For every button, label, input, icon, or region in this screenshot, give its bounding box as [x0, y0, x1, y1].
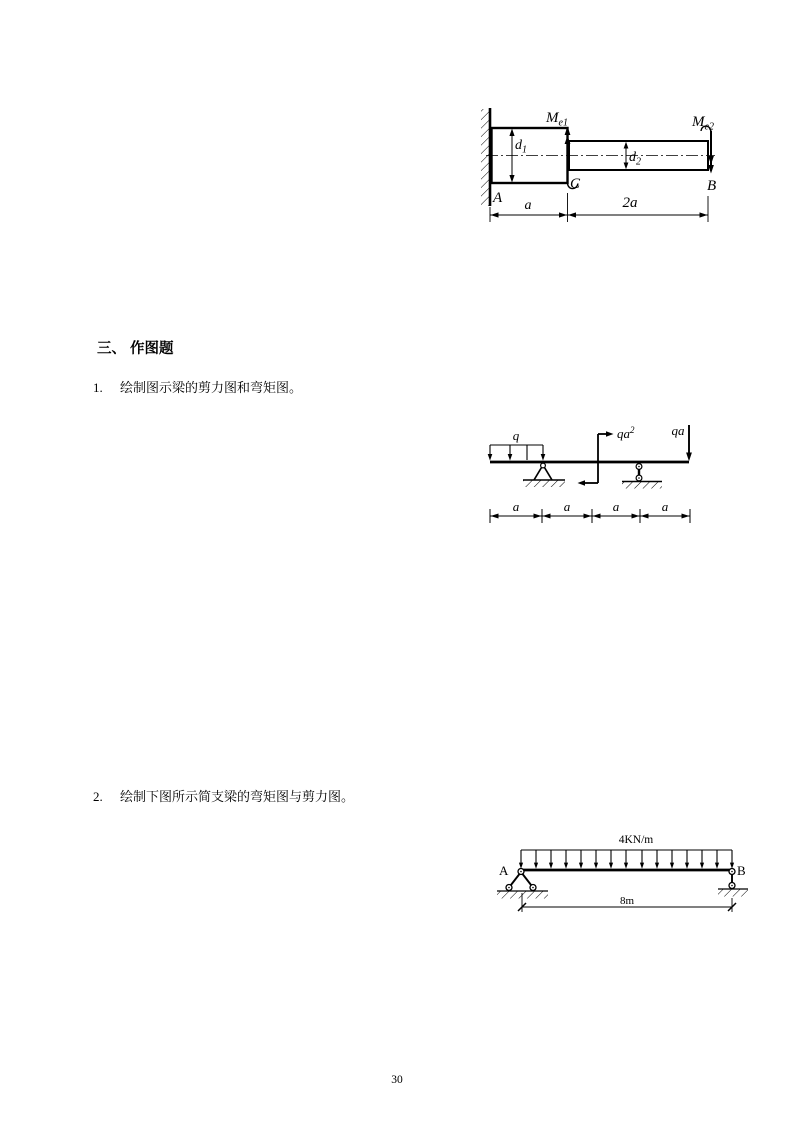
label-dim-a: a — [524, 198, 532, 213]
roller-support — [622, 464, 662, 489]
problem-1 — [93, 377, 302, 396]
beam2-diagram — [490, 825, 760, 920]
label-beam1-dim-3: a — [612, 499, 620, 514]
label-beam1-dim-4: a — [661, 499, 669, 514]
end-force-qa — [686, 425, 692, 461]
problem-1-text: 绘制图示梁的剪力图和弯矩图。 — [120, 380, 303, 395]
problem-2 — [93, 786, 354, 805]
problem-2-number: 2. — [93, 789, 103, 804]
problem-1-number: 1. — [93, 380, 103, 395]
fixed-wall — [481, 108, 490, 206]
label-qa: qa — [671, 423, 685, 438]
pin-support — [523, 463, 565, 487]
label-beam2-point-a: A — [499, 863, 509, 878]
page-number: 30 — [391, 1074, 403, 1086]
shaft-diagram — [480, 95, 740, 235]
label-point-c: C — [570, 176, 581, 192]
distributed-load-4knm — [519, 850, 734, 869]
label-qa2: $qa^2$ — [617, 425, 635, 441]
label-dim-2a: 2a — [622, 195, 638, 211]
label-beam2-point-b: B — [737, 863, 746, 878]
label-me1: $M_{e1}$ — [546, 110, 568, 129]
label-point-b: B — [707, 178, 717, 194]
beam1-diagram — [470, 415, 710, 530]
distributed-load-q — [488, 445, 546, 461]
label-me2: $M_{e2}$ — [692, 114, 714, 133]
beam1-dimension-lines — [490, 509, 690, 523]
label-d1: $d_1$ — [515, 138, 527, 156]
label-d2: $d_2$ — [629, 150, 641, 168]
label-4knm: 4KN/m — [618, 834, 654, 846]
label-q: q — [512, 428, 520, 443]
problem-2-text: 绘制下图所示简支梁的弯矩图与剪力图。 — [120, 789, 355, 804]
label-point-a: A — [493, 190, 503, 206]
section-heading: 三、 作图题 — [97, 341, 174, 357]
label-beam1-dim-1: a — [512, 499, 520, 514]
shaft-dimension-lines — [490, 193, 708, 222]
label-span-8m: 8m — [619, 895, 635, 907]
label-beam1-dim-2: a — [563, 499, 571, 514]
moment-load-qa2 — [578, 431, 614, 485]
